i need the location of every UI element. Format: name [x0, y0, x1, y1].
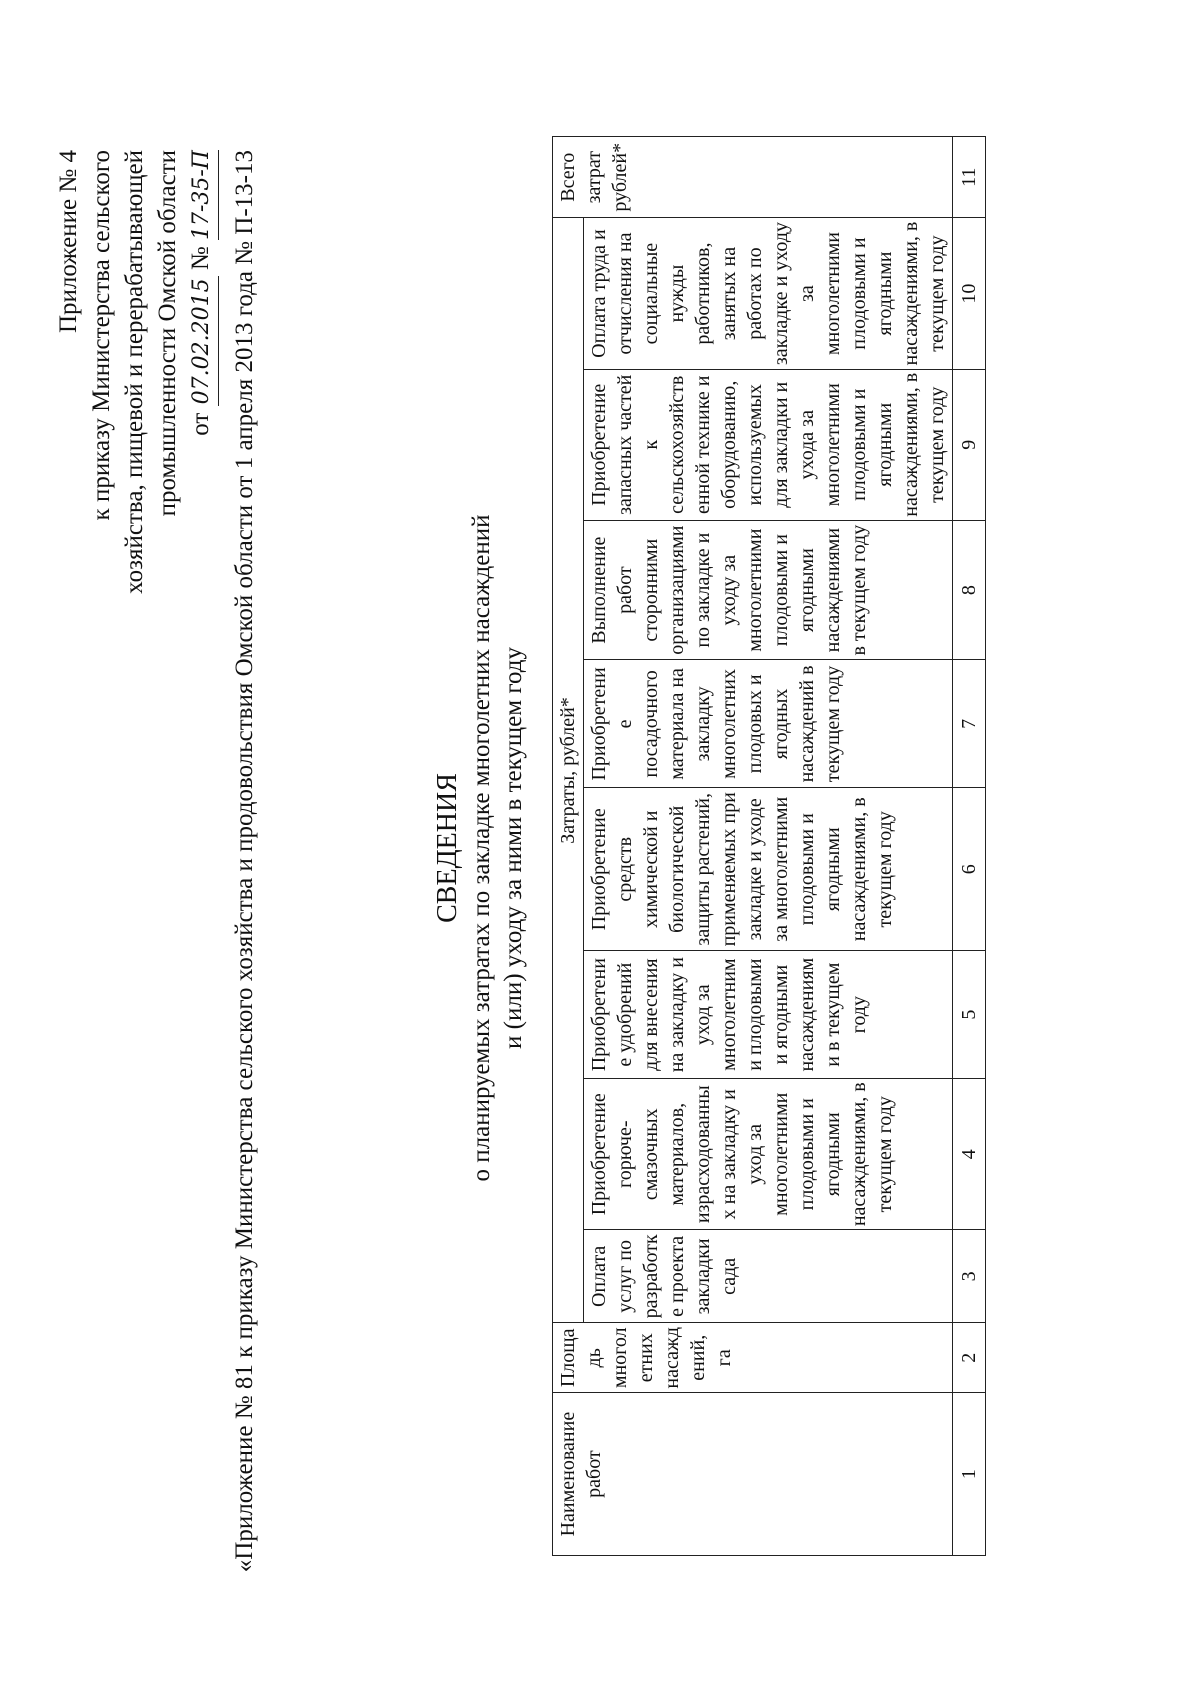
prev-appendix-line-3: хозяйства и продовольствия Омской области	[231, 504, 258, 982]
costs-table	[552, 136, 986, 1556]
column-number: 1	[953, 1393, 986, 1556]
header-planting-material: Приобретение посадочного материала на закладку многолетних плодовых и ягодных насаждений в текущем году	[584, 660, 953, 788]
appendix-number: Приложение № 4	[55, 150, 82, 334]
header-spare-parts: Приобретение запасных частей к сельскохозяйственной технике и оборудованию, используемых для закладки и ухода за многолетними плодовыми и ягодными насаждениями, в текущем году	[584, 369, 953, 520]
prev-appendix-line-4: от 1 апреля 2013 года № П-13-13	[231, 150, 258, 499]
column-number: 6	[953, 788, 986, 951]
column-number: 7	[953, 660, 986, 788]
table-header-row-1	[553, 137, 584, 1556]
column-number: 10	[953, 218, 986, 369]
column-number: 2	[953, 1323, 986, 1393]
header-third-party-works: Выполнение работ сторонними организациями по закладке и уходу за многолетними плодовыми и ягодными насаждениями в текущем году	[584, 520, 953, 660]
previous-appendix-header	[228, 150, 261, 1572]
appendix-header	[52, 150, 219, 594]
column-number: 5	[953, 951, 986, 1079]
prev-appendix-number: «Приложение № 81	[231, 1364, 258, 1573]
header-project-services: Оплата услуг по разработке проекта закладки сада	[584, 1230, 953, 1323]
header-total-costs: Всего затрат рублей*	[553, 137, 953, 218]
column-number: 11	[953, 137, 986, 218]
appendix-number-label: №	[187, 246, 214, 271]
appendix-date-prefix: от	[187, 412, 214, 436]
title-sub-1: о планируемых затратах по закладке многолетних насаждений	[468, 514, 495, 1182]
header-labor: Оплата труда и отчисления на социальные нужды работников, занятых на работах по закладке и уходу за многолетними плодовыми и ягодными насаждениями, в текущем году	[584, 218, 953, 369]
appendix-line-3: хозяйства, пищевой и перерабатывающей	[121, 150, 148, 594]
title-main: СВЕДЕНИЯ	[432, 773, 463, 923]
appendix-line-4: промышленности Омской области	[154, 150, 181, 517]
header-area: Площадь многолетних насаждений, га	[553, 1323, 953, 1393]
document-title	[432, 300, 530, 1396]
header-protection: Приобретение средств химической и биологической защиты растений, применяемых при закладке и уходе за многолетними плодовыми и ягодными насаждениями, в текущем году	[584, 788, 953, 951]
table-number-row	[953, 137, 986, 1556]
column-number: 9	[953, 369, 986, 520]
appendix-line-2: к приказу Министерства сельского	[88, 150, 115, 521]
appendix-handwritten-date: 07.02.2015	[185, 276, 219, 406]
column-number: 8	[953, 520, 986, 660]
title-sub-2: и (или) уходу за ними в текущем году	[500, 647, 527, 1049]
appendix-date-line	[184, 150, 219, 594]
header-fertilizers: Приобретение удобрений для внесения на закладку и уход за многолетними плодовыми и ягодными насаждениями в текущем году	[584, 951, 953, 1079]
column-number: 3	[953, 1230, 986, 1323]
appendix-handwritten-number: 17-35-П	[185, 150, 219, 240]
prev-appendix-line-2: к приказу Министерства сельского	[231, 987, 258, 1358]
header-work-name: Наименование работ	[553, 1393, 953, 1556]
header-fuel: Приобретение горюче-смазочных материалов, израсходованных на закладку и уход за многолетними плодовыми и ягодными насаждениями, в текущем году	[584, 1079, 953, 1230]
header-costs-group: Затраты, рублей*	[553, 218, 584, 1323]
column-number: 4	[953, 1079, 986, 1230]
